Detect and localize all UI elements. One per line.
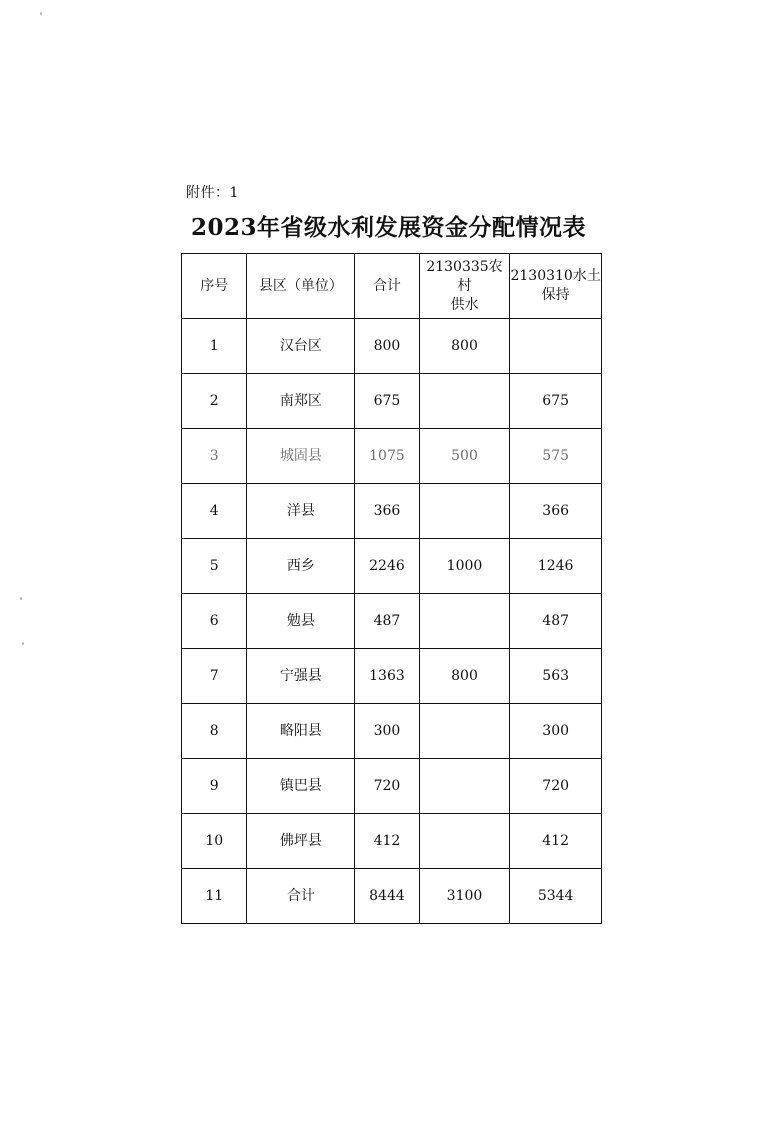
cell-rural-water [419,704,510,759]
cell-county: 佛坪县 [247,814,355,869]
cell-soil-conservation: 300 [510,704,602,759]
header-soil-name-2: 保持 [541,287,570,303]
scan-speck [22,642,24,645]
cell-total: 720 [355,759,419,814]
header-soil-name: 水土 [572,268,601,284]
scan-speck [20,597,22,600]
cell-county: 南郑区 [247,374,355,429]
cell-soil-conservation: 487 [510,594,602,649]
cell-total: 800 [355,319,419,374]
header-soil-conservation [510,254,602,319]
cell-total: 2246 [355,539,419,594]
cell-total: 412 [355,814,419,869]
header-rural-name-2: 供水 [450,296,479,313]
cell-soil-conservation: 720 [510,759,602,814]
cell-index: 11 [182,869,247,924]
scan-speck [40,12,42,15]
attachment-label: 附件：1 [186,185,239,201]
cell-county: 汉台区 [247,319,355,374]
cell-index: 7 [182,649,247,704]
cell-total: 366 [355,484,419,539]
cell-rural-water [419,759,510,814]
cell-rural-water: 800 [419,649,510,704]
table-row [182,374,602,429]
cell-rural-water [419,484,510,539]
table-row [182,539,602,594]
header-total: 合计 [355,254,419,319]
cell-rural-water [419,814,510,869]
table-header [182,254,602,319]
cell-total: 1363 [355,649,419,704]
cell-soil-conservation: 575 [510,429,602,484]
cell-index: 1 [182,319,247,374]
header-county: 县区（单位） [247,254,355,319]
cell-total: 8444 [355,869,419,924]
table-row [182,319,602,374]
header-index: 序号 [182,254,247,319]
cell-county: 城固县 [247,429,355,484]
table-row [182,429,602,484]
table-row [182,759,602,814]
cell-county: 合计 [247,869,355,924]
cell-soil-conservation: 366 [510,484,602,539]
cell-total: 300 [355,704,419,759]
cell-rural-water: 500 [419,429,510,484]
cell-index: 9 [182,759,247,814]
cell-rural-water [419,374,510,429]
header-rural-water [419,254,510,319]
cell-soil-conservation: 412 [510,814,602,869]
cell-index: 5 [182,539,247,594]
cell-rural-water: 1000 [419,539,510,594]
cell-soil-conservation [510,319,602,374]
header-rural-name: 农村 [457,258,503,294]
cell-index: 6 [182,594,247,649]
cell-rural-water: 800 [419,319,510,374]
table-row [182,594,602,649]
table-row-total [182,869,602,924]
cell-rural-water: 3100 [419,869,510,924]
table-row [182,814,602,869]
cell-total: 675 [355,374,419,429]
cell-index: 3 [182,429,247,484]
cell-soil-conservation: 1246 [510,539,602,594]
cell-total: 487 [355,594,419,649]
cell-soil-conservation: 563 [510,649,602,704]
cell-total: 1075 [355,429,419,484]
cell-index: 2 [182,374,247,429]
cell-county: 宁强县 [247,649,355,704]
cell-rural-water [419,594,510,649]
table-row [182,649,602,704]
table-row [182,704,602,759]
cell-county: 洋县 [247,484,355,539]
document-title: 2023年省级水利发展资金分配情况表 [190,214,586,241]
cell-county: 略阳县 [247,704,355,759]
cell-index: 4 [182,484,247,539]
table-body [182,319,602,924]
cell-index: 8 [182,704,247,759]
cell-county: 镇巴县 [247,759,355,814]
header-soil-code: 2130310 [510,268,573,284]
table-row [182,484,602,539]
header-row [182,254,602,319]
cell-county: 勉县 [247,594,355,649]
cell-county: 西乡 [247,539,355,594]
header-rural-code: 2130335 [426,258,489,275]
cell-soil-conservation: 5344 [510,869,602,924]
cell-index: 10 [182,814,247,869]
cell-soil-conservation: 675 [510,374,602,429]
allocation-table [181,253,602,924]
